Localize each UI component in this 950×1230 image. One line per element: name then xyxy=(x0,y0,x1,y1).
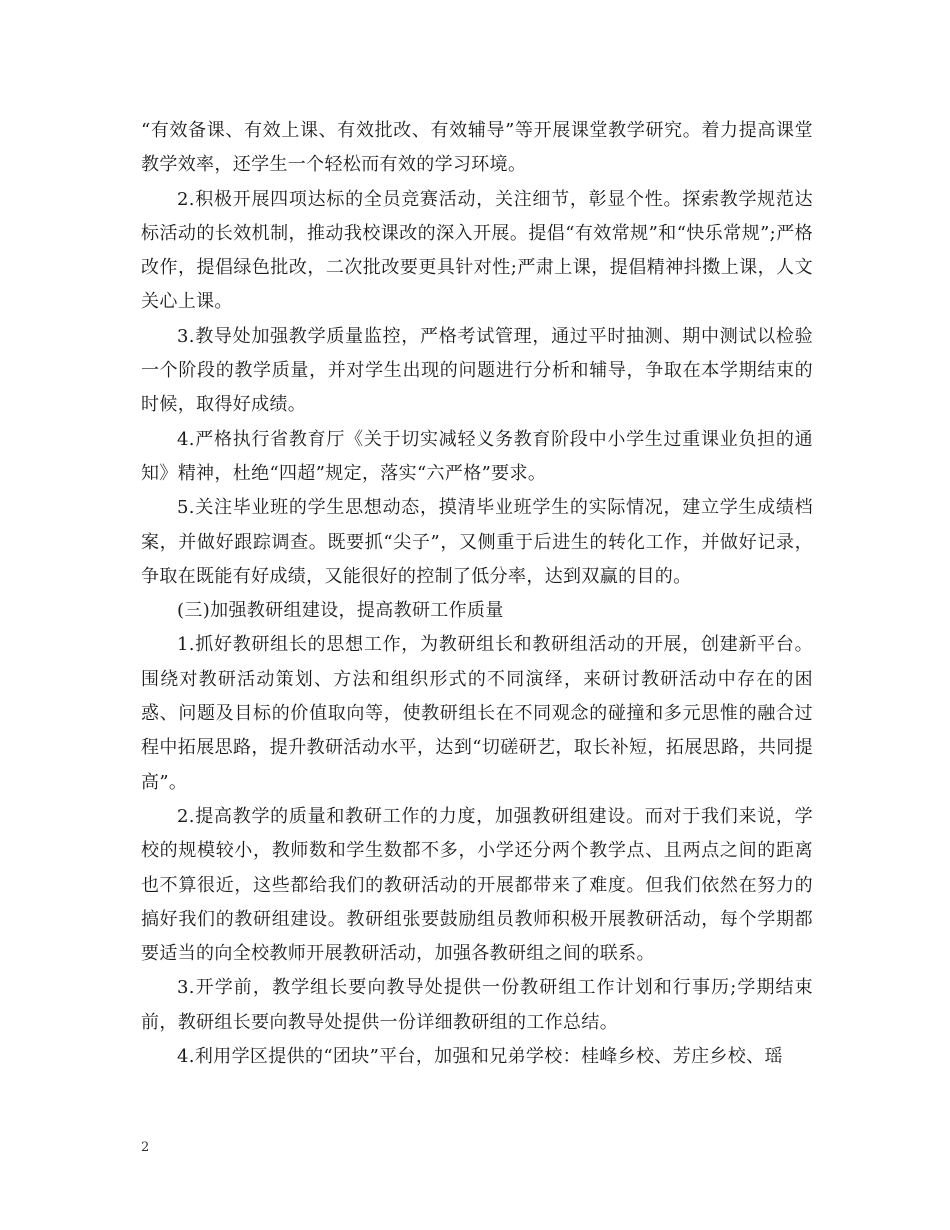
section-heading: (三)加强教研组建设，提高教研工作质量 xyxy=(177,600,504,622)
document-body xyxy=(141,114,813,1074)
paragraph-section3-item-4: 4.利用学区提供的“团块”平台，加强和兄弟学校：桂峰乡校、芳庄乡校、瑶 xyxy=(177,1046,783,1068)
paragraph-section3-item-3: 3.开学前，教学组长要向教导处提供一份教研组工作计划和行事历;学期结束前，教研组长要向教导处提供一份详细教研组的工作总结。 xyxy=(141,977,813,1033)
page-number: 2 xyxy=(141,1140,150,1155)
paragraph-section3-item-2: 2.提高教学的质量和教研工作的力度，加强教研组建设。而对于我们来说，学校的规模较小，教师数和学生数都不多，小学还分两个教学点、且两点之间的距离也不算很近，这些都给我们的教研活动的开展都带来了难度。但我们依然在努力的搞好我们的教研组建设。教研组张要鼓励组员教师积极开展教研活动，每个学期都要适当的向全校教师开展教研活动，加强各教研组之间的联系。 xyxy=(141,805,813,965)
paragraph-continued: “有效备课、有效上课、有效批改、有效辅导”等开展课堂教学研究。着力提高课堂教学效率，还学生一个轻松而有效的学习环境。 xyxy=(141,120,813,176)
paragraph-item-2: 2.积极开展四项达标的全员竞赛活动，关注细节，彰显个性。探索教学规范达标活动的长效机制，推动我校课改的深入开展。提倡“有效常规”和“快乐常规”;严格改作，提倡绿色批改，二次批改要更具针对性;严肃上课，提倡精神抖擞上课，人文关心上课。 xyxy=(141,188,813,313)
paragraph-item-5: 5.关注毕业班的学生思想动态，摸清毕业班学生的实际情况，建立学生成绩档案，并做好跟踪调查。既要抓“尖子”，又侧重于后进生的转化工作，并做好记录，争取在既能有好成绩，又能很好的控制了低分率，达到双赢的目的。 xyxy=(141,497,813,587)
paragraph-item-3: 3.教导处加强教学质量监控，严格考试管理，通过平时抽测、期中测试以检验一个阶段的教学质量，并对学生出现的问题进行分析和辅导，争取在本学期结束的时候，取得好成绩。 xyxy=(141,325,813,416)
paragraph-section3-item-1: 1.抓好教研组长的思想工作，为教研组长和教研组活动的开展，创建新平台。围绕对教研活动策划、方法和组织形式的不同演绎，来研讨教研活动中存在的困惑、问题及目标的价值取向等，使教研组长在不同观念的碰撞和多元思惟的融合过程中拓展思路，提升教研活动水平，达到“切磋研艺，取长补短，拓展思路，共同提高”。 xyxy=(141,634,813,793)
paragraph-item-4: 4.严格执行省教育厅《关于切实减轻义务教育阶段中小学生过重课业负担的通知》精神，杜绝“四超”规定，落实“六严格”要求。 xyxy=(141,428,813,484)
